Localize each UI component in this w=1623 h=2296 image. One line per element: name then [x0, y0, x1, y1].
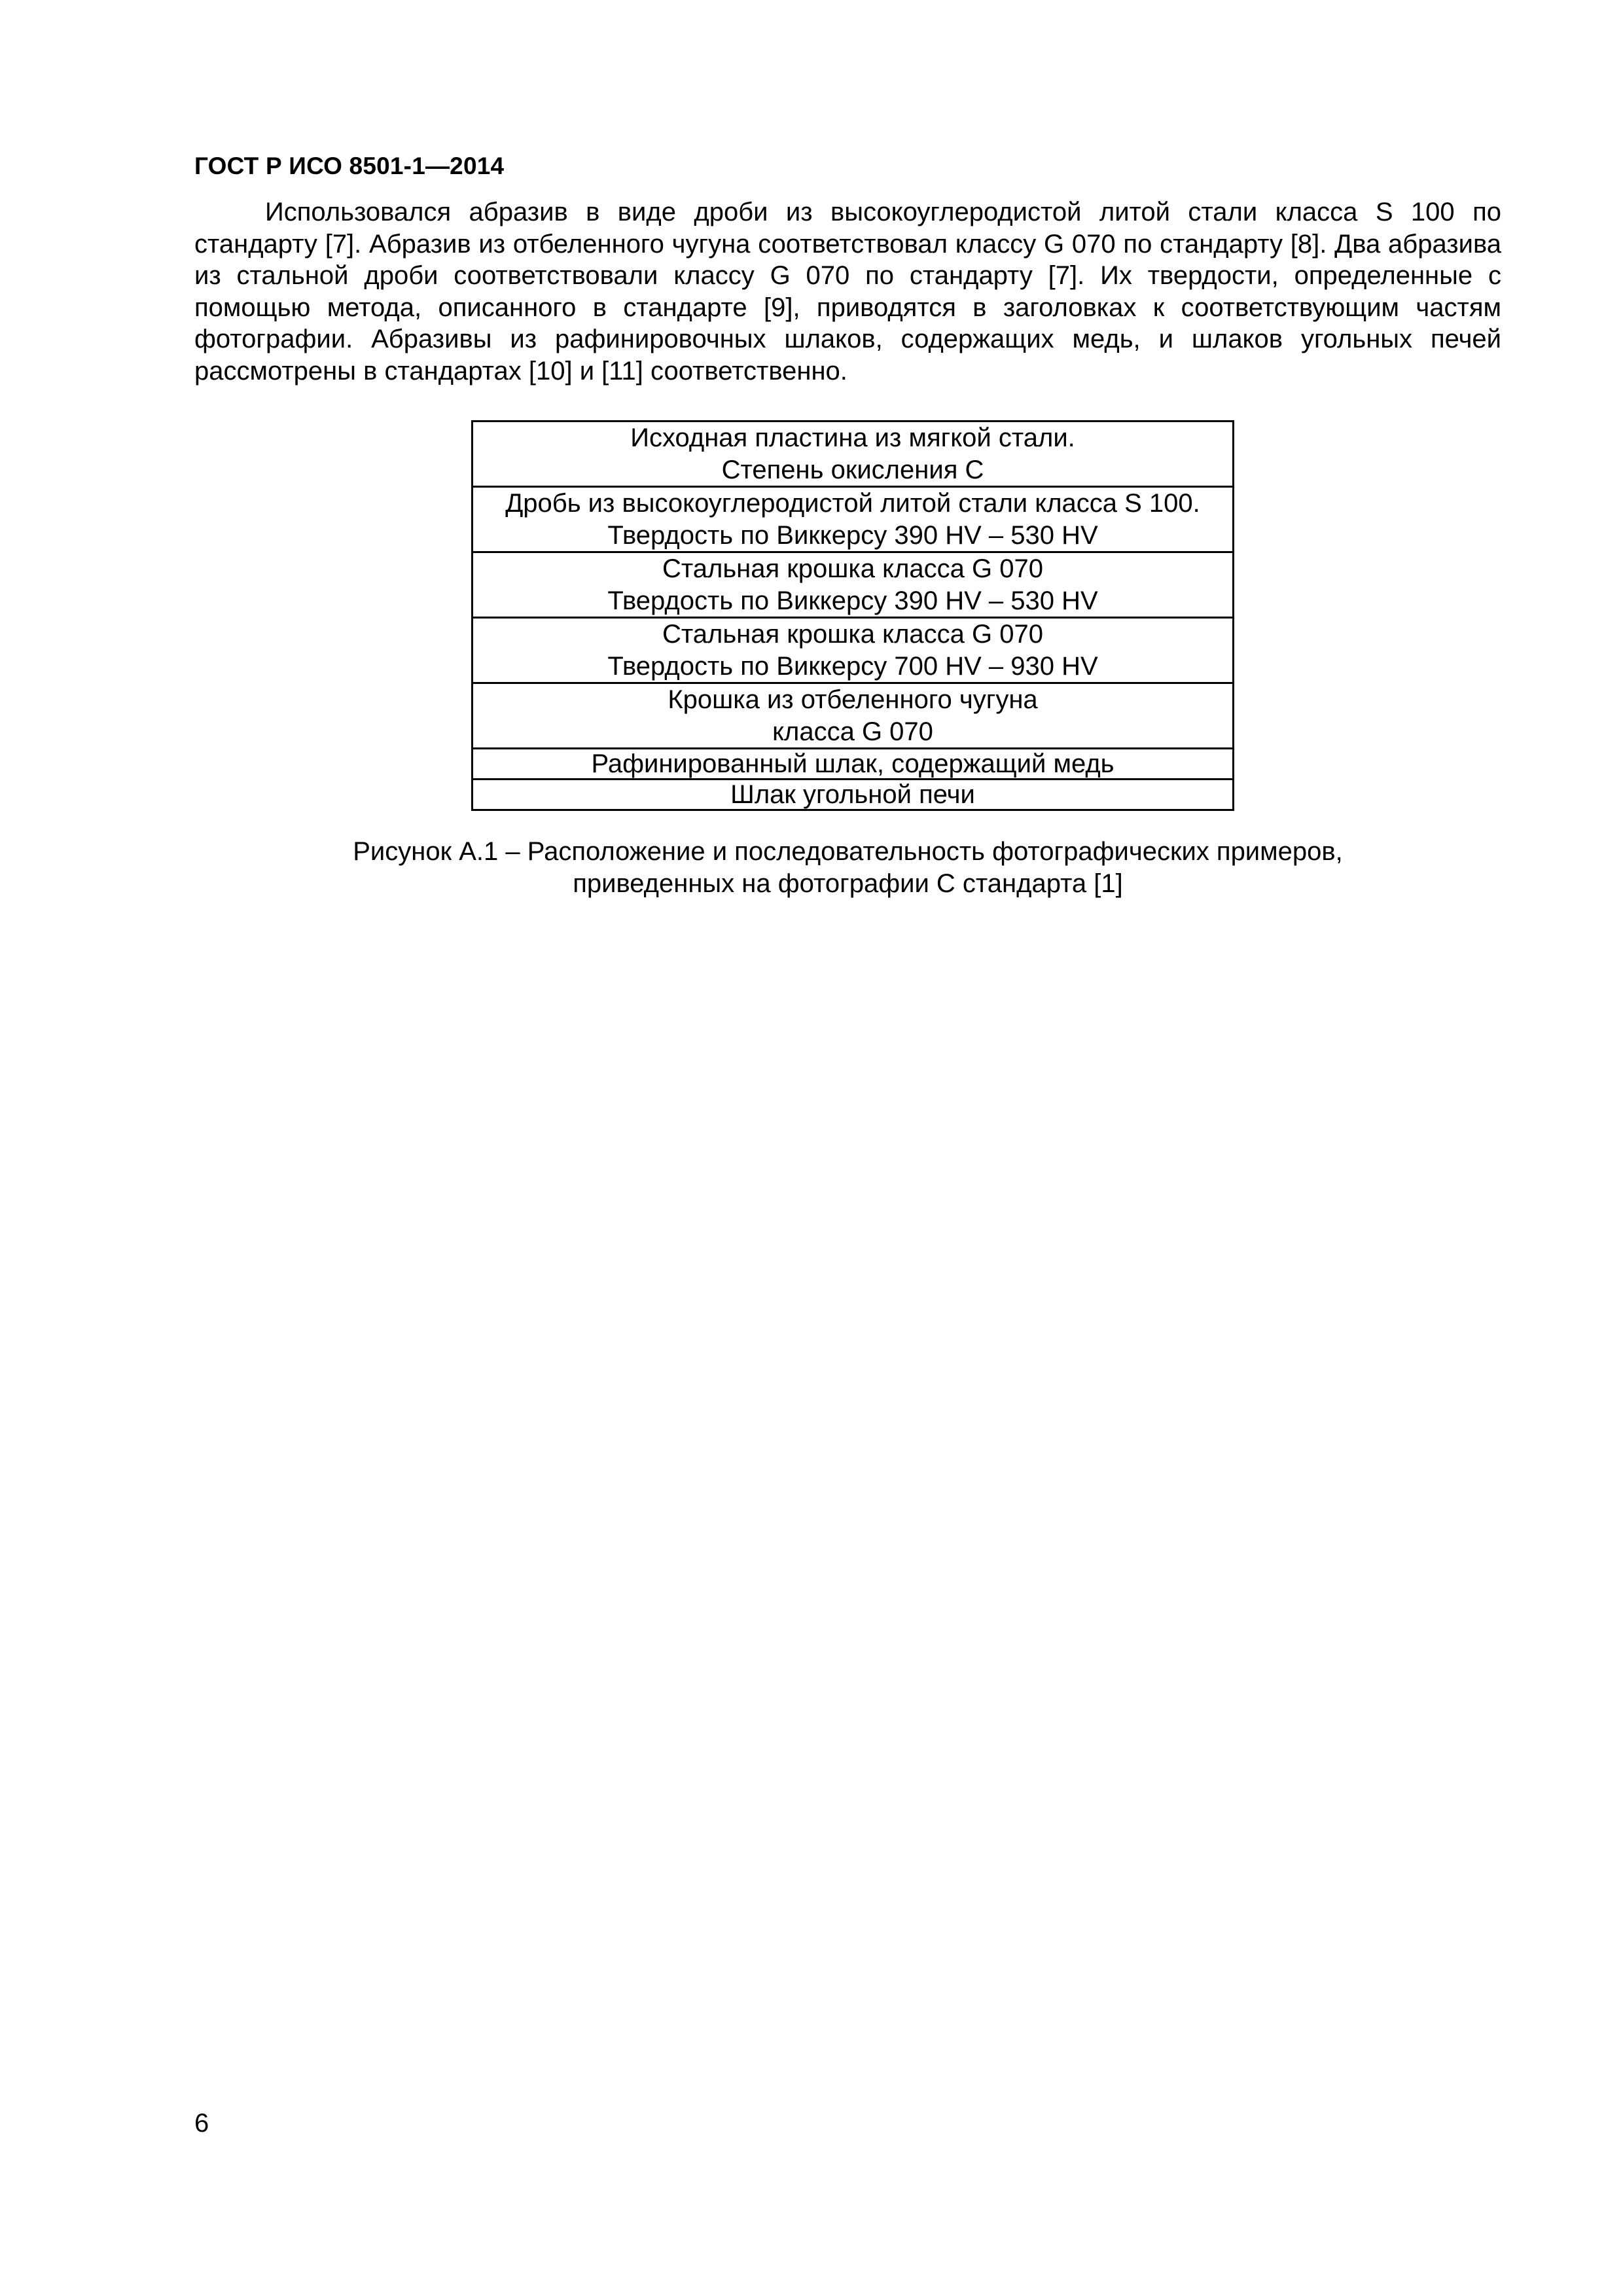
cell-line-1: Шлак угольной печи: [730, 780, 975, 809]
cell-line-2: класса G 070: [772, 717, 933, 746]
table-row: [473, 552, 1234, 618]
table-cell: [473, 749, 1234, 780]
cell-line-1: Рафинированный шлак, содержащий медь: [591, 749, 1115, 778]
figure-caption: [194, 836, 1501, 899]
table-cell: [473, 683, 1234, 749]
cell-line-1: Стальная крошка класса G 070: [662, 554, 1043, 583]
table-row: [473, 422, 1234, 487]
table-row: [473, 487, 1234, 552]
table-cell: [473, 422, 1234, 487]
intro-paragraph: Использовался абразив в виде дроби из высокоуглеродистой литой стали класса S 100 по стандарту [7]. Абразив из отбеленного чугуна соответствовал классу G 070 по стандарту [8]. Два абразива из стальной дроби соответствовали классу G 070 по стандарту [7]. Их твердости, определенные с помощью метода, описанного в стандарте [9], приводятся в заголовках к соответствующим частям фотографии. Абразивы из рафинировочных шлаков, содержащих медь, и шлаков угольных печей рассмотрены в стандартах [10] и [11] соответственно.: [194, 198, 1501, 386]
caption-line-2: приведенных на фотографии С стандарта [1]: [573, 869, 1123, 898]
table-cell: [473, 487, 1234, 552]
cell-line-2: Твердость по Виккерсу 700 HV – 930 HV: [607, 651, 1098, 681]
cell-line-1: Крошка из отбеленного чугуна: [668, 685, 1038, 714]
document-code-header: ГОСТ Р ИСО 8501-1—2014: [194, 152, 505, 179]
cell-line-1: Исходная пластина из мягкой стали.: [630, 423, 1075, 452]
cell-line-2: Степень окисления С: [721, 455, 984, 484]
cell-line-1: Стальная крошка класса G 070: [662, 620, 1043, 649]
table-cell: [473, 552, 1234, 618]
cell-line-2: Твердость по Виккерсу 390 HV – 530 HV: [607, 520, 1098, 550]
table-row: [473, 749, 1234, 780]
cell-line-2: Твердость по Виккерсу 390 HV – 530 HV: [607, 586, 1098, 615]
cell-line-1: Дробь из высокоуглеродистой литой стали класса S 100.: [505, 489, 1200, 518]
table-cell: [473, 780, 1234, 810]
page-number: 6: [194, 2109, 209, 2138]
figure-layout-table: [471, 420, 1234, 811]
caption-line-1: Рисунок А.1 – Расположение и последовательность фотографических примеров,: [353, 837, 1343, 866]
table-cell: [473, 618, 1234, 683]
table-row: [473, 618, 1234, 683]
table-row: [473, 683, 1234, 749]
table-row: [473, 780, 1234, 810]
